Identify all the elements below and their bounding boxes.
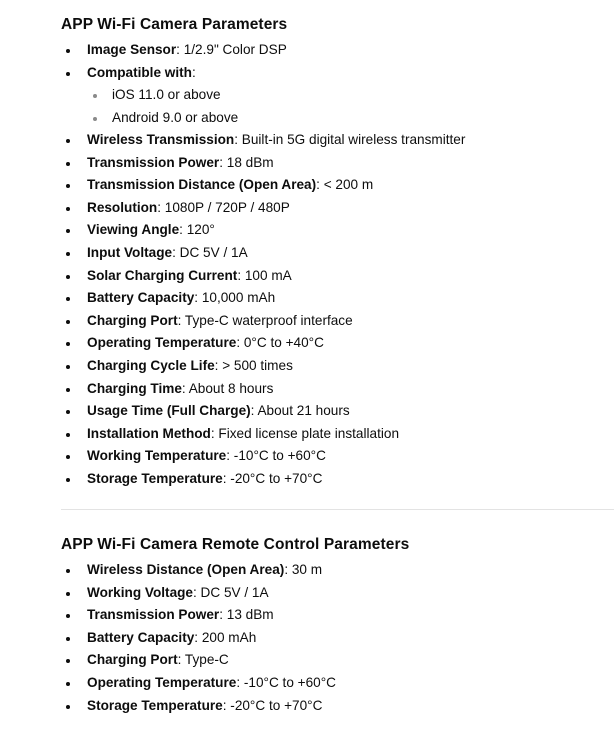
spec-value: : 200 mAh: [194, 629, 257, 645]
spec-battery-capacity: [0, 287, 614, 310]
spec-label: Transmission Power: [87, 607, 220, 623]
spec-value: : 1/2.9" Color DSP: [176, 42, 287, 57]
spec-viewing-angle: [0, 219, 614, 242]
spec-storage-temperature: [0, 695, 614, 718]
spec-value: : 120°: [179, 222, 215, 238]
remote-spec-list: [0, 559, 614, 717]
spec-input-voltage: [0, 242, 614, 265]
spec-label: Battery Capacity: [87, 629, 195, 645]
spec-solar-charging-current: [0, 265, 614, 288]
remote-control-parameters-section: [0, 534, 614, 717]
spec-wireless-distance: [0, 559, 614, 582]
spec-charging-port: [0, 649, 614, 672]
spec-label: Viewing Angle: [87, 222, 180, 238]
remote-control-parameters-heading: APP Wi-Fi Camera Remote Control Parameters: [61, 536, 410, 553]
compatible-item-android: [0, 107, 614, 129]
compatible-item-text: Android 9.0 or above: [112, 109, 239, 125]
spec-label: Wireless Transmission: [87, 131, 235, 147]
spec-value: : -20°C to +70°C: [222, 470, 323, 486]
spec-value: : Fixed license plate installation: [210, 425, 400, 441]
spec-label: Usage Time (Full Charge): [87, 403, 251, 419]
spec-label: Charging Cycle Life: [87, 357, 215, 373]
spec-value: : > 500 times: [214, 357, 293, 373]
spec-value: : 13 dBm: [219, 607, 274, 623]
spec-charging-cycle-life: [0, 355, 614, 378]
spec-compatible-with: [0, 62, 614, 85]
spec-label: Charging Port: [87, 652, 178, 668]
spec-value: : 1080P / 720P / 480P: [157, 199, 290, 215]
spec-value: : Built-in 5G digital wireless transmitter: [234, 131, 466, 147]
spec-value: : DC 5V / 1A: [172, 244, 248, 260]
spec-value: : -10°C to +60°C: [236, 674, 336, 690]
spec-label: Charging Time: [87, 380, 182, 396]
spec-working-temperature: [0, 445, 614, 468]
spec-value: : -20°C to +70°C: [222, 697, 323, 713]
spec-value: : 100 mA: [237, 267, 292, 283]
spec-transmission-power: [0, 152, 614, 175]
spec-image-sensor: [0, 39, 614, 62]
spec-label: Storage Temperature: [87, 697, 223, 713]
spec-label: Charging Port: [87, 312, 178, 328]
spec-label: Transmission Power: [87, 154, 220, 170]
compatible-item-text: iOS 11.0 or above: [112, 87, 221, 103]
spec-value: : 10,000 mAh: [194, 290, 276, 306]
spec-label: Battery Capacity: [87, 290, 195, 306]
spec-label: Working Temperature: [87, 448, 227, 464]
spec-charging-time: [0, 378, 614, 401]
spec-value: : 0°C to +40°C: [236, 335, 324, 351]
spec-working-voltage: [0, 582, 614, 605]
spec-label: Installation Method: [87, 425, 211, 441]
spec-transmission-power: [0, 604, 614, 627]
spec-value: : Type-C waterproof interface: [177, 312, 353, 328]
spec-label: Operating Temperature: [87, 335, 237, 351]
spec-label: Operating Temperature: [87, 674, 237, 690]
spec-value: : Type-C: [177, 652, 229, 668]
spec-value: : DC 5V / 1A: [193, 584, 269, 600]
camera-parameters-heading: APP Wi-Fi Camera Parameters: [61, 16, 288, 33]
spec-label: Image Sensor: [87, 42, 177, 57]
spec-installation-method: [0, 423, 614, 446]
spec-transmission-distance: [0, 174, 614, 197]
spec-value: : About 8 hours: [181, 380, 274, 396]
spec-storage-temperature: [0, 468, 614, 491]
section-divider: [61, 509, 614, 510]
spec-usage-time: [0, 400, 614, 423]
spec-label: Wireless Distance (Open Area): [87, 562, 285, 577]
camera-parameters-section: [0, 14, 614, 490]
spec-value: :: [191, 64, 196, 80]
spec-battery-capacity: [0, 627, 614, 650]
spec-operating-temperature: [0, 672, 614, 695]
spec-label: Resolution: [87, 199, 158, 215]
spec-charging-port: [0, 310, 614, 333]
camera-spec-list: [0, 39, 614, 490]
spec-value: : < 200 m: [316, 177, 374, 193]
spec-resolution: [0, 197, 614, 220]
spec-label: Transmission Distance (Open Area): [87, 177, 317, 193]
spec-wireless-transmission: [0, 129, 614, 152]
spec-value: : 30 m: [284, 562, 323, 577]
spec-label: Storage Temperature: [87, 470, 223, 486]
spec-label: Solar Charging Current: [87, 267, 238, 283]
spec-value: : -10°C to +60°C: [226, 448, 326, 464]
spec-value: : About 21 hours: [250, 403, 350, 419]
compatible-item-ios: [0, 84, 614, 106]
spec-label: Working Voltage: [87, 584, 193, 600]
spec-label: Input Voltage: [87, 244, 173, 260]
spec-value: : 18 dBm: [219, 154, 274, 170]
spec-label: Compatible with: [87, 64, 192, 80]
spec-operating-temperature: [0, 332, 614, 355]
